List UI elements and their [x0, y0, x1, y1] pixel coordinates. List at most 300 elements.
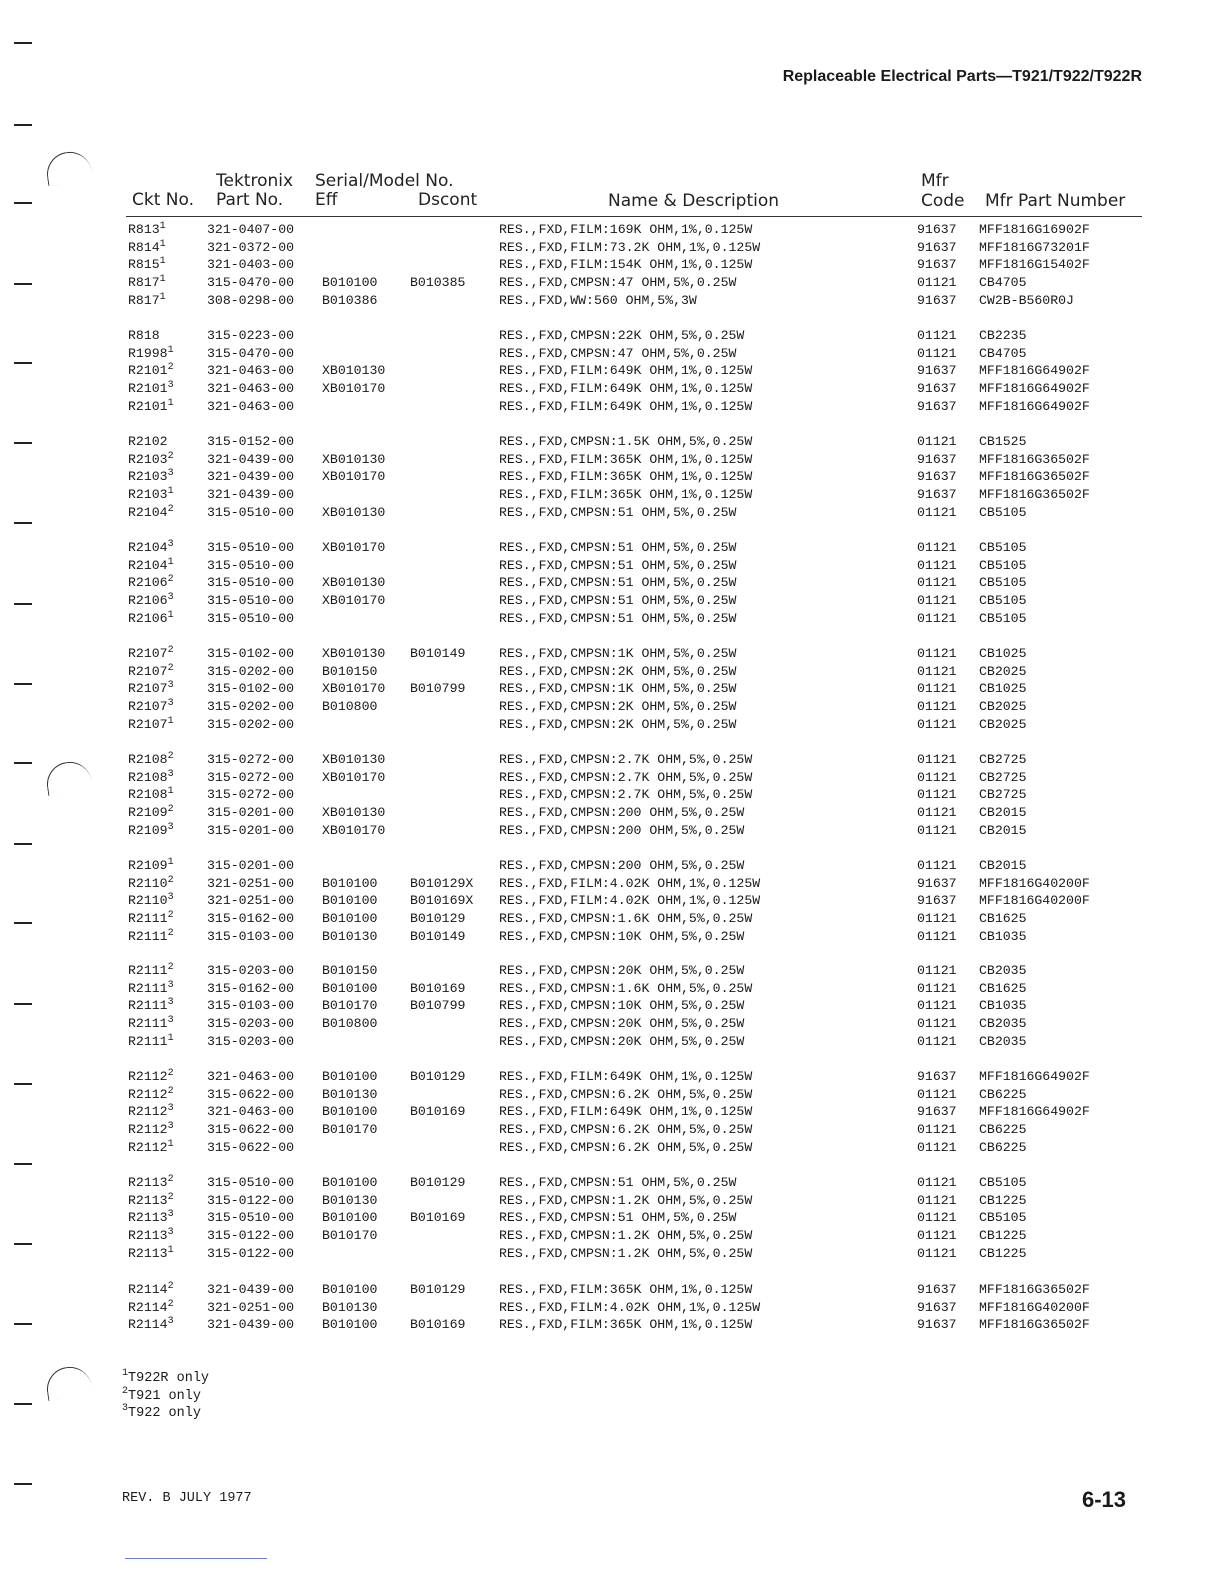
serial-effective: B010100 [322, 980, 378, 996]
circuit-number-text: R2108 [128, 752, 168, 767]
manufacturer-part-number: CB2035 [979, 1016, 1027, 1032]
manufacturer-part-number: CB5105 [979, 504, 1027, 520]
tektronix-part-number: 315-0202-00 [207, 663, 295, 679]
manufacturer-part-number: CB2725 [979, 769, 1027, 785]
footnote-marker: 3 [167, 892, 174, 904]
manufacturer-code: 01121 [917, 681, 957, 697]
circuit-number [128, 468, 174, 486]
circuit-number [128, 980, 174, 998]
circuit-number-text: R2110 [128, 875, 168, 891]
manufacturer-part-number: MFF1816G73201F [979, 239, 1090, 255]
parts-group [0, 1174, 1224, 1262]
manufacturer-part-number: CB5105 [979, 610, 1027, 626]
manufacturer-part-number: MFF1816G64902F [979, 1069, 1090, 1084]
circuit-number [128, 1299, 174, 1317]
tektronix-part-number: 321-0439-00 [207, 469, 295, 485]
margin-mark [14, 42, 32, 44]
serial-discontinued: B010169 [410, 1317, 466, 1333]
footnote-marker: 3 [167, 1015, 174, 1027]
part-description: RES.,FXD,CMPSN:6.2K OHM,5%,0.25W [499, 1122, 753, 1138]
part-description: RES.,FXD,FILM:649K OHM,1%,0.125W [499, 381, 753, 397]
part-description: RES.,FXD,FILM:649K OHM,1%,0.125W [499, 398, 753, 414]
margin-mark [14, 124, 32, 126]
circuit-number [128, 574, 174, 592]
part-description: RES.,FXD,CMPSN:6.2K OHM,5%,0.25W [499, 1086, 753, 1102]
manufacturer-part-number: CB5105 [979, 1175, 1027, 1190]
circuit-number [128, 239, 166, 257]
manufacturer-part-number: CB4705 [979, 345, 1027, 361]
parts-group [0, 962, 1224, 1050]
serial-discontinued: B010129 [410, 1175, 466, 1190]
part-description: RES.,FXD,CMPSN:51 OHM,5%,0.25W [499, 610, 737, 626]
margin-mark [14, 683, 32, 685]
manufacturer-code: 91637 [917, 487, 957, 503]
table-row [0, 292, 1224, 310]
serial-discontinued: B010799 [410, 998, 466, 1014]
manufacturer-part-number: MFF1816G40200F [979, 893, 1090, 909]
margin-mark [14, 922, 32, 924]
tektronix-part-number: 321-0372-00 [207, 239, 295, 255]
footnote-marker: 1 [159, 256, 166, 268]
table-row [0, 239, 1224, 257]
serial-effective: XB010170 [322, 822, 386, 838]
tektronix-part-number: 315-0510-00 [207, 557, 295, 573]
table-row [0, 1245, 1224, 1263]
circuit-number-text: R2114 [128, 1317, 168, 1333]
manufacturer-part-number: CB5105 [979, 557, 1027, 573]
circuit-number [128, 910, 174, 928]
part-description: RES.,FXD,CMPSN:6.2K OHM,5%,0.25W [499, 1139, 753, 1155]
manufacturer-part-number: CB2015 [979, 858, 1027, 873]
circuit-number [128, 1174, 174, 1192]
footnote-marker: 1 [159, 274, 166, 286]
serial-effective: XB010130 [322, 363, 386, 379]
table-row [0, 486, 1224, 504]
manufacturer-part-number: CB6225 [979, 1086, 1027, 1102]
manufacturer-part-number: CB5105 [979, 593, 1027, 609]
tektronix-part-number: 315-0510-00 [207, 504, 295, 520]
column-heading-part-no: Part No. [216, 190, 284, 210]
part-description: RES.,FXD,CMPSN:2.7K OHM,5%,0.25W [499, 787, 753, 803]
serial-effective: B010100 [322, 893, 378, 909]
part-description: RES.,FXD,FILM:649K OHM,1%,0.125W [499, 363, 753, 379]
manufacturer-code: 01121 [917, 858, 957, 873]
part-description: RES.,FXD,FILM:4.02K OHM,1%,0.125W [499, 893, 761, 909]
circuit-number [128, 1209, 174, 1227]
part-description: RES.,FXD,CMPSN:1K OHM,5%,0.25W [499, 646, 737, 661]
serial-effective: B010100 [322, 911, 378, 927]
tektronix-part-number: 315-0102-00 [207, 646, 295, 661]
parts-group [0, 327, 1224, 415]
part-description: RES.,FXD,FILM:4.02K OHM,1%,0.125W [499, 1299, 761, 1315]
circuit-number-text: R2111 [128, 928, 168, 944]
part-description: RES.,FXD,CMPSN:1.6K OHM,5%,0.25W [499, 911, 753, 927]
circuit-number-text: R2101 [128, 363, 168, 379]
footnote-marker: 2 [167, 751, 174, 762]
footnote-marker: 1 [167, 1032, 174, 1044]
serial-effective: B010100 [322, 1104, 378, 1120]
footnote-marker: 2 [167, 662, 174, 674]
circuit-number [128, 557, 174, 575]
manufacturer-code: 01121 [917, 504, 957, 520]
table-row [0, 1192, 1224, 1210]
part-description: RES.,FXD,CMPSN:20K OHM,5%,0.25W [499, 1033, 745, 1049]
footnote-marker: 3 [167, 1121, 174, 1133]
table-row [0, 751, 1224, 769]
manufacturer-code: 01121 [917, 1086, 957, 1102]
manufacturer-code: 01121 [917, 787, 957, 803]
tektronix-part-number: 315-0272-00 [207, 787, 295, 803]
margin-mark [14, 1083, 32, 1085]
table-row [0, 804, 1224, 822]
tektronix-part-number: 321-0463-00 [207, 1069, 295, 1084]
circuit-number-text: R2109 [128, 822, 168, 838]
manufacturer-code: 91637 [917, 451, 957, 467]
circuit-number [128, 645, 174, 663]
table-row [0, 380, 1224, 398]
circuit-number [128, 1192, 174, 1210]
circuit-number [128, 769, 174, 787]
footnote-marker: 2 [167, 1298, 174, 1310]
serial-effective: B010100 [322, 1210, 378, 1226]
footnote-marker: 1 [159, 221, 166, 232]
serial-discontinued: B010129 [410, 1069, 466, 1084]
manufacturer-part-number: CB1525 [979, 434, 1027, 449]
circuit-number [128, 1033, 174, 1051]
part-description: RES.,FXD,FILM:365K OHM,1%,0.125W [499, 451, 753, 467]
circuit-number-text: R2112 [128, 1086, 168, 1102]
part-description: RES.,FXD,CMPSN:1.6K OHM,5%,0.25W [499, 980, 753, 996]
serial-effective: B010130 [322, 1086, 378, 1102]
serial-discontinued: B010129X [410, 875, 474, 891]
tektronix-part-number: 315-0202-00 [207, 699, 295, 715]
margin-mark [14, 603, 32, 605]
serial-effective: B010130 [322, 928, 378, 944]
circuit-number-text: R2114 [128, 1299, 168, 1315]
parts-group [0, 539, 1224, 627]
manufacturer-code: 01121 [917, 998, 957, 1014]
footnote-marker: 2 [167, 450, 174, 462]
circuit-number [128, 1316, 174, 1334]
footnote-marker: 2 [167, 910, 174, 922]
circuit-number-text: R2107 [128, 716, 168, 732]
table-row [0, 962, 1224, 980]
footnote: $^3$T922 only [122, 1403, 201, 1421]
circuit-number [128, 857, 174, 875]
column-heading-mfr-part-number: Mfr Part Number [985, 191, 1126, 211]
table-row [0, 610, 1224, 628]
serial-effective: B010130 [322, 1192, 378, 1208]
manufacturer-code: 01121 [917, 646, 957, 661]
table-row [0, 539, 1224, 557]
table-row [0, 398, 1224, 416]
footnote-marker: 1 [159, 291, 166, 303]
serial-effective: B010100 [322, 1317, 378, 1333]
manufacturer-code: 01121 [917, 1016, 957, 1032]
margin-mark [14, 1323, 32, 1325]
footnote-marker: 3 [167, 768, 174, 780]
manufacturer-code: 01121 [917, 663, 957, 679]
circuit-number [128, 451, 174, 469]
page-number: 6-13 [1081, 1487, 1126, 1512]
footnote: $^1$T922R only [122, 1368, 210, 1386]
circuit-number-text: R2114 [128, 1282, 168, 1297]
manufacturer-part-number: CB2035 [979, 1033, 1027, 1049]
circuit-number-text: R2112 [128, 1139, 168, 1155]
circuit-number-text: R2101 [128, 398, 168, 414]
circuit-number-text: R2107 [128, 699, 168, 715]
circuit-number-text: R2113 [128, 1228, 168, 1244]
circuit-number-text: R2107 [128, 681, 168, 697]
manufacturer-code: 01121 [917, 1228, 957, 1244]
table-row [0, 1068, 1224, 1086]
circuit-number-text: R2110 [128, 893, 168, 909]
part-description: RES.,FXD,FILM:365K OHM,1%,0.125W [499, 469, 753, 485]
serial-effective: B010100 [322, 1282, 378, 1297]
circuit-number [128, 716, 174, 734]
tektronix-part-number: 321-0439-00 [207, 1282, 295, 1297]
circuit-number [128, 786, 174, 804]
table-row [0, 274, 1224, 292]
footnote-marker: 2 [167, 962, 174, 973]
manufacturer-part-number: CB2015 [979, 805, 1027, 821]
serial-effective: B010130 [322, 1299, 378, 1315]
manufacturer-part-number: CB2035 [979, 963, 1027, 978]
circuit-number [128, 362, 174, 380]
circuit-number [128, 1086, 174, 1104]
part-description: RES.,FXD,CMPSN:1K OHM,5%,0.25W [499, 681, 737, 697]
margin-mark [14, 1403, 32, 1405]
manufacturer-code: 91637 [917, 398, 957, 414]
serial-effective: B010150 [322, 663, 378, 679]
table-row [0, 1086, 1224, 1104]
manufacturer-part-number: MFF1816G64902F [979, 363, 1090, 379]
tektronix-part-number: 315-0152-00 [207, 434, 295, 449]
circuit-number [128, 1103, 174, 1121]
serial-effective: XB010170 [322, 381, 386, 397]
manufacturer-code: 01121 [917, 699, 957, 715]
serial-effective: B010170 [322, 1228, 378, 1244]
circuit-number-text: R813 [128, 222, 160, 237]
footnote-marker: 2 [167, 645, 174, 656]
part-description: RES.,FXD,CMPSN:51 OHM,5%,0.25W [499, 504, 737, 520]
manufacturer-code: 91637 [917, 893, 957, 909]
circuit-number [128, 928, 174, 946]
table-row [0, 997, 1224, 1015]
tektronix-part-number: 315-0162-00 [207, 980, 295, 996]
parts-group [0, 645, 1224, 733]
serial-effective: XB010170 [322, 681, 386, 697]
manufacturer-part-number: CB2235 [979, 328, 1027, 343]
circuit-number [128, 256, 166, 274]
part-description: RES.,FXD,CMPSN:1.2K OHM,5%,0.25W [499, 1245, 753, 1261]
footnotes [122, 1370, 209, 1423]
circuit-number [128, 698, 174, 716]
parts-group [0, 1281, 1224, 1334]
tektronix-part-number: 321-0439-00 [207, 451, 295, 467]
part-description: RES.,FXD,CMPSN:51 OHM,5%,0.25W [499, 593, 737, 609]
tektronix-part-number: 315-0470-00 [207, 275, 295, 291]
circuit-number [128, 962, 174, 980]
manufacturer-code: 01121 [917, 275, 957, 291]
footnote-marker: 2 [167, 503, 174, 515]
circuit-number-text: R2102 [128, 434, 168, 449]
circuit-number-text: R818 [128, 328, 160, 343]
part-description: RES.,FXD,CMPSN:20K OHM,5%,0.25W [499, 1016, 745, 1032]
manufacturer-part-number: MFF1816G40200F [979, 875, 1090, 891]
tektronix-part-number: 315-0510-00 [207, 1175, 295, 1190]
manufacturer-code: 01121 [917, 575, 957, 591]
manufacturer-code: 91637 [917, 239, 957, 255]
manufacturer-code: 01121 [917, 805, 957, 821]
margin-mark [14, 843, 32, 845]
circuit-number-text: R2101 [128, 381, 168, 397]
table-row [0, 910, 1224, 928]
column-heading-ckt-no: Ckt No. [132, 190, 195, 210]
manufacturer-part-number: MFF1816G64902F [979, 398, 1090, 414]
circuit-number-text: R2103 [128, 487, 168, 503]
circuit-number-text: R817 [128, 275, 160, 291]
column-heading-mfr: Mfr [921, 171, 949, 191]
serial-effective: XB010130 [322, 646, 386, 661]
circuit-number [128, 1015, 174, 1033]
footnote-marker: 2 [167, 874, 174, 886]
margin-mark [14, 762, 32, 764]
table-row [0, 327, 1224, 345]
footnote-marker: 1 [167, 486, 174, 498]
table-row [0, 1121, 1224, 1139]
footnote-marker: 3 [167, 1316, 174, 1328]
part-description: RES.,FXD,CMPSN:2K OHM,5%,0.25W [499, 716, 737, 732]
serial-discontinued: B010169 [410, 1210, 466, 1226]
circuit-number-text: R2113 [128, 1192, 168, 1208]
part-description: RES.,FXD,CMPSN:2.7K OHM,5%,0.25W [499, 752, 753, 767]
table-row [0, 1103, 1224, 1121]
serial-discontinued: B010799 [410, 681, 466, 697]
footnote-marker: 1 [167, 344, 174, 356]
serial-discontinued: B010129 [410, 911, 466, 927]
tektronix-part-number: 315-0203-00 [207, 1033, 295, 1049]
tektronix-part-number: 321-0463-00 [207, 363, 295, 379]
column-heading-tektronix: Tektronix [216, 171, 294, 191]
margin-mark [14, 1163, 32, 1165]
manufacturer-code: 91637 [917, 469, 957, 485]
circuit-number-text: R817 [128, 292, 160, 308]
footnote-marker: 3 [167, 380, 174, 392]
table-row [0, 362, 1224, 380]
tektronix-part-number: 315-0510-00 [207, 540, 295, 555]
manufacturer-code: 01121 [917, 911, 957, 927]
circuit-number [128, 1281, 174, 1299]
manufacturer-code: 01121 [917, 328, 957, 343]
tektronix-part-number: 315-0203-00 [207, 963, 295, 978]
tektronix-part-number: 315-0122-00 [207, 1245, 295, 1261]
serial-effective: B010386 [322, 292, 378, 308]
manufacturer-code: 01121 [917, 540, 957, 555]
part-description: RES.,FXD,FILM:649K OHM,1%,0.125W [499, 1104, 753, 1120]
serial-discontinued: B010385 [410, 275, 466, 291]
circuit-number [128, 327, 160, 345]
table-row [0, 980, 1224, 998]
circuit-number-text: R2111 [128, 980, 168, 996]
footnote-marker: 3 [167, 592, 174, 604]
footnote-marker: 1 [167, 857, 174, 868]
serial-effective: XB010130 [322, 575, 386, 591]
manufacturer-part-number: CB2025 [979, 663, 1027, 679]
serial-effective: XB010170 [322, 593, 386, 609]
footnote-marker: 2 [167, 1068, 174, 1079]
table-row [0, 1299, 1224, 1317]
footnote-marker: 2 [167, 1085, 174, 1097]
manufacturer-part-number: MFF1816G36502F [979, 1317, 1090, 1333]
tektronix-part-number: 315-0202-00 [207, 716, 295, 732]
tektronix-part-number: 315-0223-00 [207, 328, 295, 343]
manufacturer-part-number: MFF1816G64902F [979, 381, 1090, 397]
manufacturer-part-number: CB1225 [979, 1245, 1027, 1261]
circuit-number-text: R2104 [128, 504, 168, 520]
part-description: RES.,FXD,CMPSN:1.2K OHM,5%,0.25W [499, 1192, 753, 1208]
circuit-number [128, 822, 174, 840]
tektronix-part-number: 315-0122-00 [207, 1192, 295, 1208]
footnote-marker: 3 [167, 1209, 174, 1221]
footnote-marker: 3 [167, 997, 174, 1009]
column-heading-eff: Eff [315, 190, 338, 210]
circuit-number [128, 292, 166, 310]
serial-discontinued: B010169X [410, 893, 474, 909]
table-row [0, 433, 1224, 451]
manufacturer-code: 01121 [917, 557, 957, 573]
circuit-number [128, 433, 168, 451]
footnote-marker: 3 [167, 821, 174, 833]
table-row [0, 786, 1224, 804]
footnote-marker: 2 [167, 1281, 174, 1292]
footnote-marker: 3 [167, 698, 174, 710]
circuit-number [128, 221, 166, 239]
part-description: RES.,FXD,CMPSN:200 OHM,5%,0.25W [499, 822, 745, 838]
circuit-number [128, 663, 174, 681]
tektronix-part-number: 321-0407-00 [207, 222, 295, 237]
serial-effective: XB010130 [322, 504, 386, 520]
circuit-number [128, 1245, 174, 1263]
manufacturer-code: 01121 [917, 752, 957, 767]
footnote-marker: 1 [167, 609, 174, 621]
manufacturer-part-number: CB2725 [979, 752, 1027, 767]
circuit-number-text: R2108 [128, 787, 168, 803]
part-description: RES.,FXD,CMPSN:51 OHM,5%,0.25W [499, 1210, 737, 1226]
footnote-marker: 2 [167, 1191, 174, 1203]
manufacturer-code: 01121 [917, 610, 957, 626]
serial-effective: B010100 [322, 275, 378, 291]
serial-discontinued: B010169 [410, 980, 466, 996]
serial-effective: XB010170 [322, 469, 386, 485]
tektronix-part-number: 321-0251-00 [207, 875, 295, 891]
part-description: RES.,FXD,CMPSN:22K OHM,5%,0.25W [499, 328, 745, 343]
circuit-number [128, 380, 174, 398]
circuit-number-text: R2106 [128, 575, 168, 591]
manufacturer-code: 01121 [917, 716, 957, 732]
table-row [0, 645, 1224, 663]
circuit-number-text: R815 [128, 257, 160, 273]
serial-effective: B010170 [322, 1122, 378, 1138]
tektronix-part-number: 321-0463-00 [207, 398, 295, 414]
table-row [0, 468, 1224, 486]
table-row [0, 256, 1224, 274]
manufacturer-code: 01121 [917, 593, 957, 609]
tektronix-part-number: 321-0251-00 [207, 893, 295, 909]
footnote-marker: 2 [167, 1174, 174, 1185]
table-row [0, 822, 1224, 840]
table-row [0, 221, 1224, 239]
